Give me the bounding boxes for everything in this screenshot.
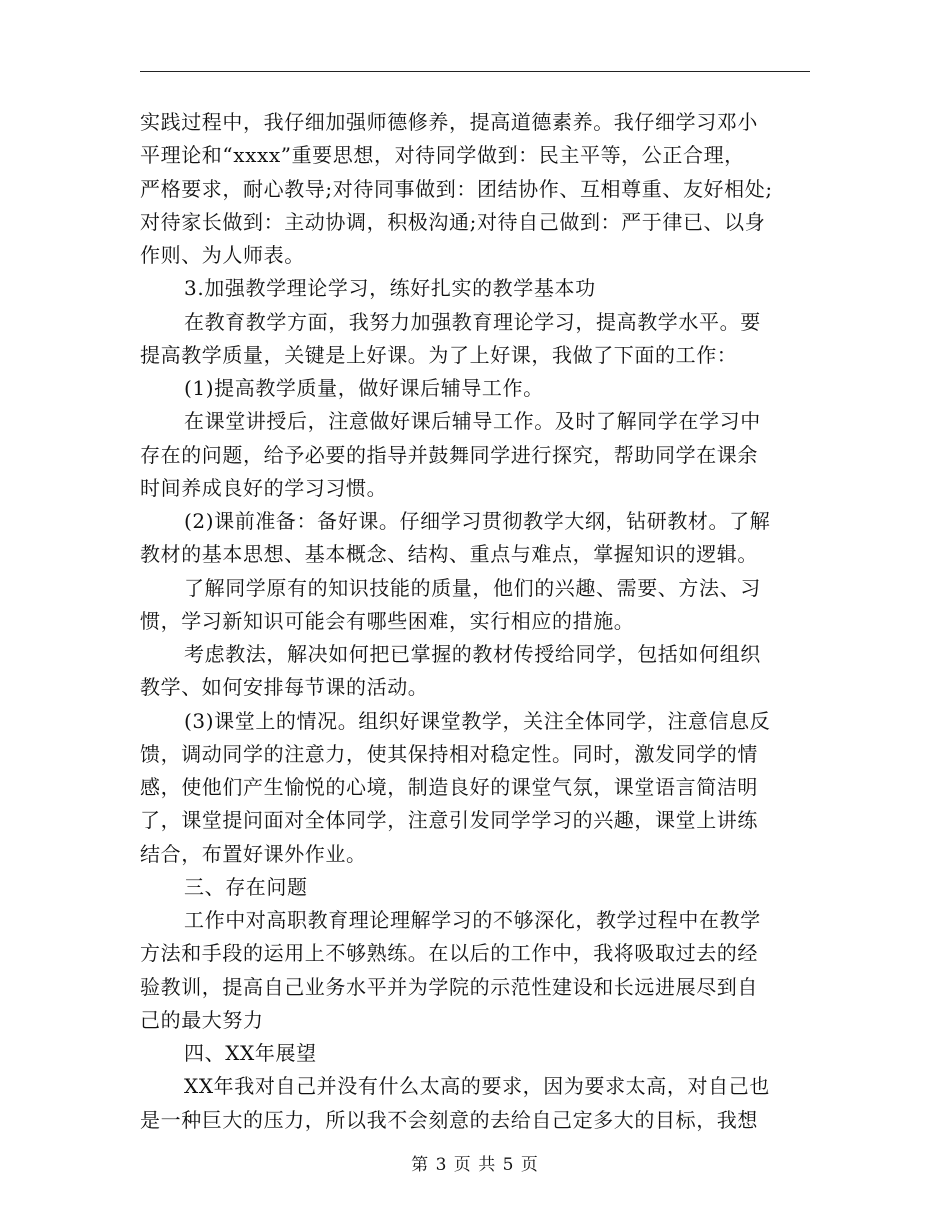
- document-body: [140, 106, 812, 1137]
- text-line: 3.加强教学理论学习，练好扎实的教学基本功: [184, 276, 596, 301]
- text-line: 惯，学习新知识可能会有哪些困难，实行相应的措施。: [140, 608, 635, 633]
- text-line: (2)课前准备：备好课。仔细学习贯彻教学大纲，钻研教材。了解: [184, 509, 771, 533]
- text-line: 教材的基本思想、基本概念、结构、重点与难点，掌握知识的逻辑。: [140, 542, 758, 567]
- text-line: 平理论和“xxxx”重要思想，对待同学做到：民主平等，公正合理，: [140, 143, 745, 168]
- text-line: 在课堂讲授后，注意做好课后辅导工作。及时了解同学在学习中: [184, 409, 761, 434]
- text-line: 提高教学质量，关键是上好课。为了上好课，我做了下面的工作：: [140, 342, 738, 367]
- text-line: 验教训，提高自己业务水平并为学院的示范性建设和长远进展尽到自: [140, 974, 758, 999]
- text-line: 四、XX年展望: [184, 1041, 317, 1065]
- text-line: 了，课堂提问面对全体同学，注意引发同学学习的兴趣，课堂上讲练: [140, 808, 758, 833]
- text-line: 感，使他们产生愉悦的心境，制造良好的课堂气氛，课堂语言简洁明: [140, 775, 758, 799]
- text-line: 对待家长做到：主动协调，积极沟通;对待自己做到：严于律已、以身: [140, 209, 766, 234]
- text-line: 工作中对高职教育理论理解学习的不够深化，教学过程中在教学: [184, 908, 761, 932]
- text-line: 了解同学原有的知识技能的质量，他们的兴趣、需要、方法、习: [184, 575, 761, 600]
- text-line: (1)提高教学质量，做好课后辅导工作。: [184, 376, 544, 400]
- text-line: 存在的问题，给予必要的指导并鼓舞同学进行探究，帮助同学在课余: [140, 442, 758, 467]
- text-line: 教学、如何安排每节课的活动。: [140, 675, 429, 700]
- text-line: 严格要求，耐心教导;对待同事做到：团结协作、互相尊重、友好相处;: [140, 176, 773, 201]
- text-line: 实践过程中，我仔细加强师德修养，提高道德素养。我仔细学习邓小: [140, 110, 758, 134]
- text-line: XX年我对自己并没有什么太高的要求，因为要求太高，对自己也: [184, 1074, 770, 1099]
- text-line: 考虑教法，解决如何把已掌握的教材传授给同学，包括如何组织: [184, 642, 761, 666]
- text-line: 作则、为人师表。: [140, 243, 305, 267]
- text-line: (3)课堂上的情况。组织好课堂教学，关注全体同学，注意信息反: [184, 708, 771, 733]
- text-line: 在教育教学方面，我努力加强教育理论学习，提高教学水平。要: [184, 309, 761, 334]
- page-number: 第 3 页 共 5 页: [411, 1155, 539, 1175]
- text-line: 方法和手段的运用上不够熟练。在以后的工作中，我将吸取过去的经: [140, 941, 758, 966]
- text-line: 馈，调动同学的注意力，使其保持相对稳定性。同时，激发同学的情: [140, 741, 758, 766]
- text-line: 时间养成良好的学习习惯。: [140, 475, 388, 500]
- text-line: 是一种巨大的压力，所以我不会刻意的去给自己定多大的目标，我想: [140, 1107, 758, 1132]
- text-line: 三、存在问题: [184, 874, 308, 899]
- header-rule: [140, 71, 810, 72]
- text-line: 己的最大努力: [140, 1007, 264, 1032]
- text-line: 结合，布置好课外作业。: [140, 841, 367, 866]
